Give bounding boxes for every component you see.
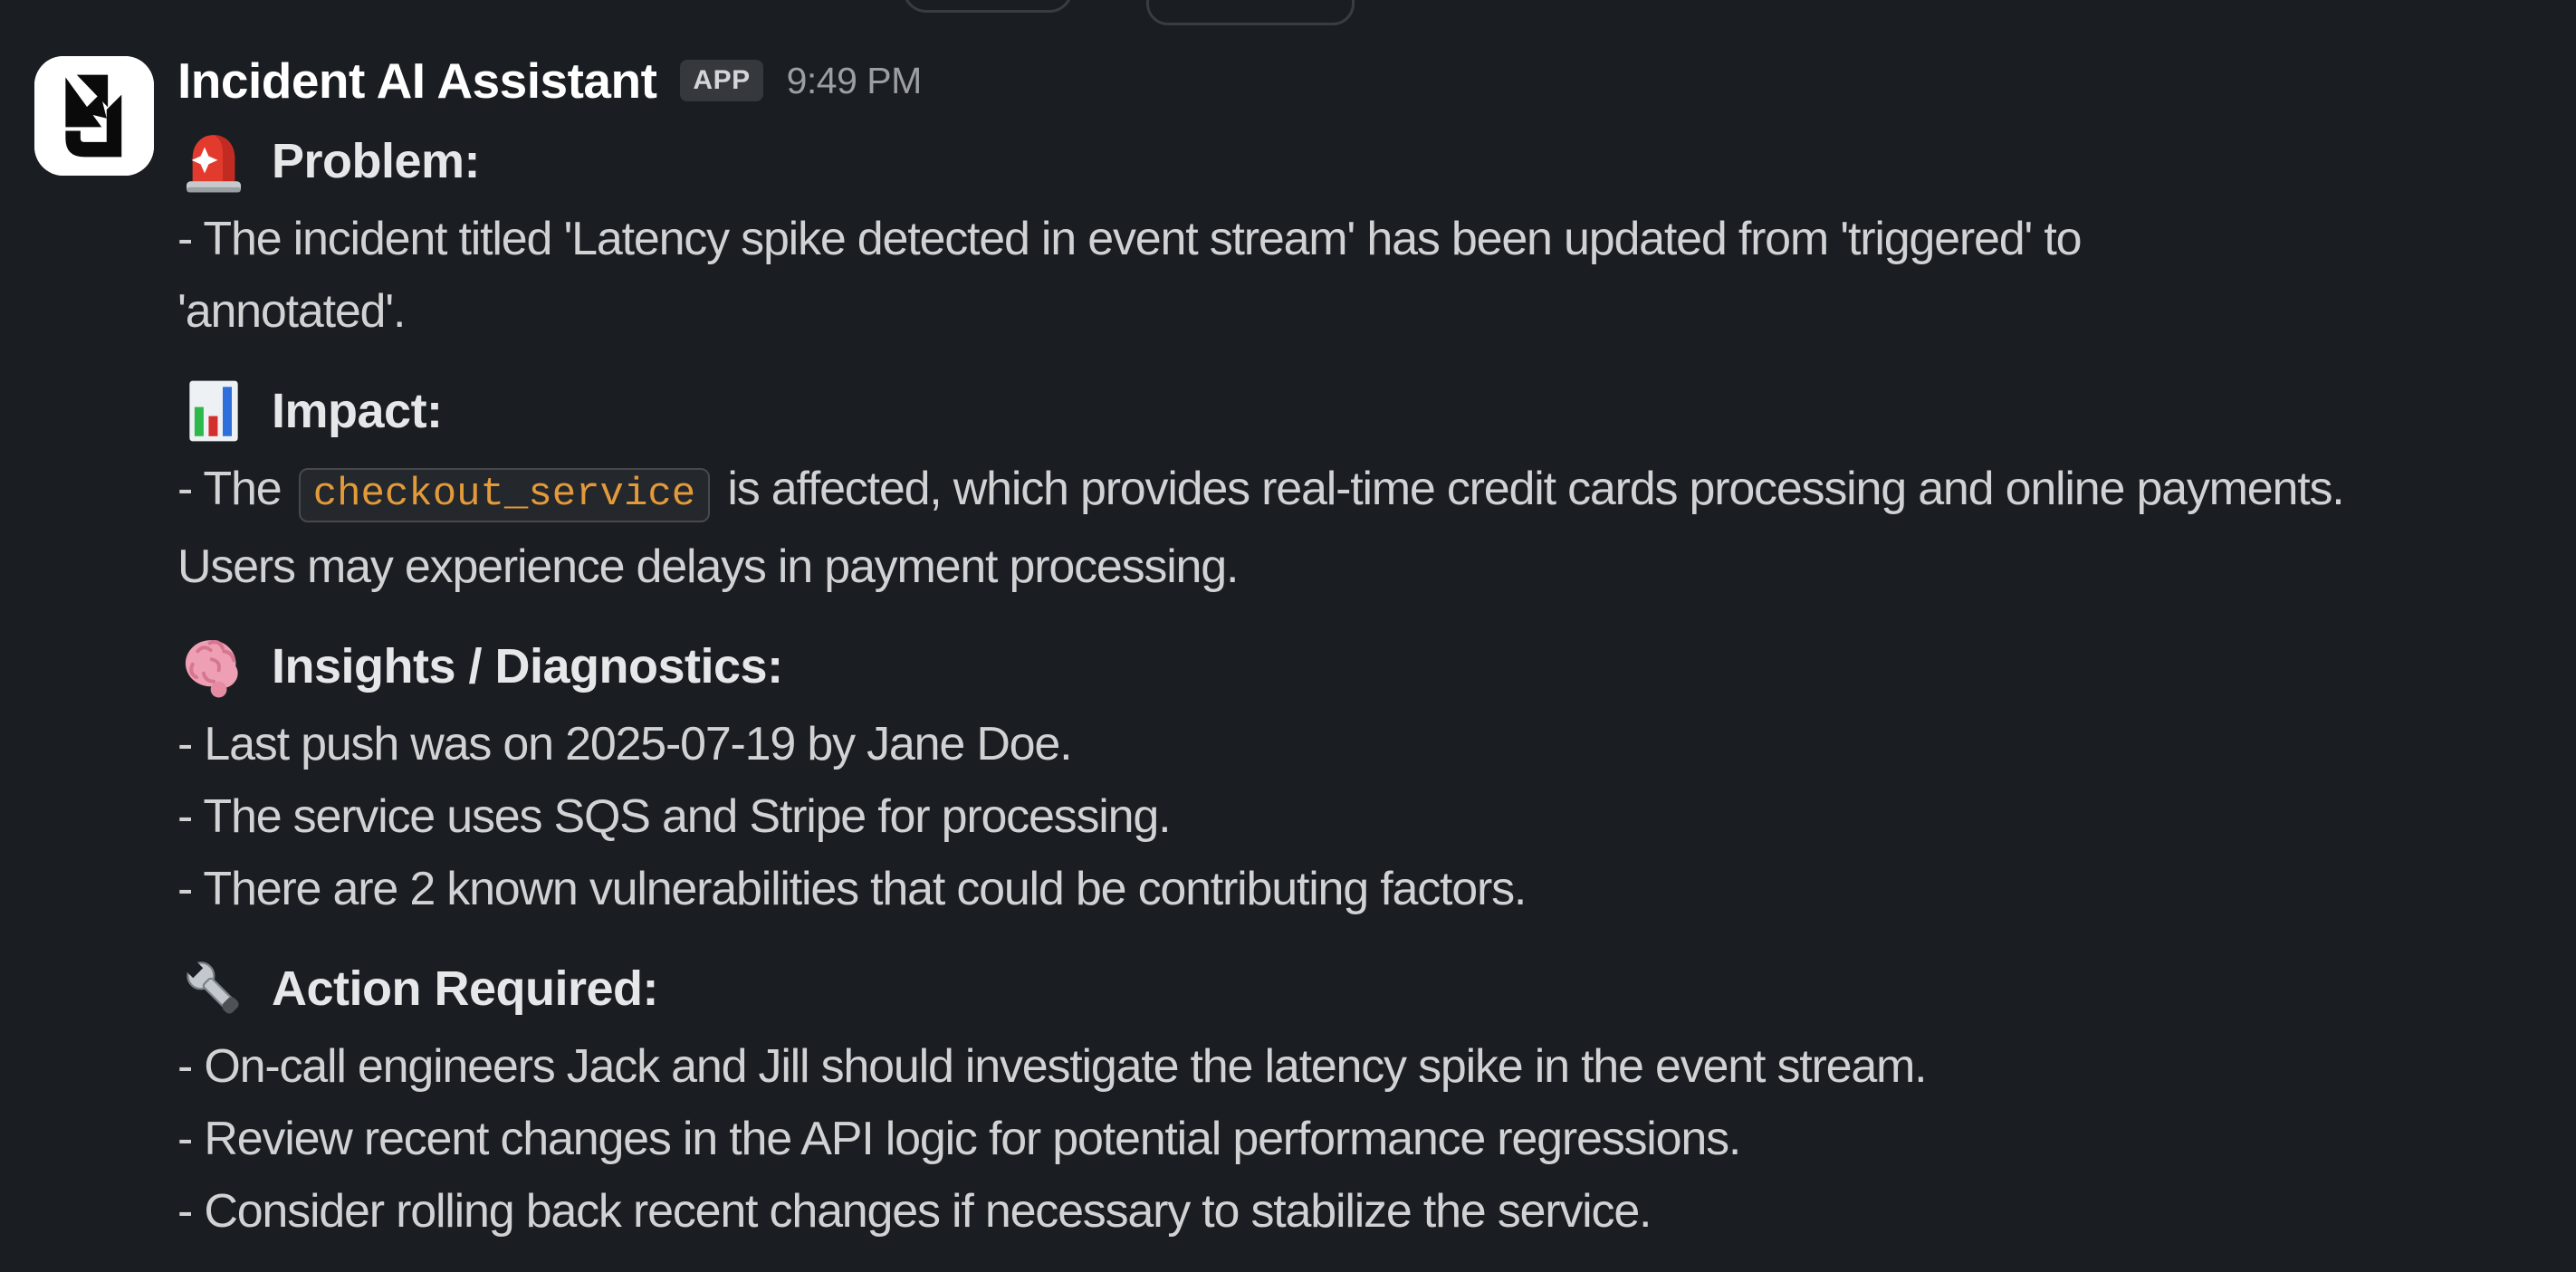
message-line: - Consider rolling back recent changes if necessary to stabilize the service. — [177, 1185, 1652, 1238]
message-line: - The service uses SQS and Stripe for processing. — [177, 790, 1171, 843]
section-heading — [177, 369, 2525, 453]
message-line: - Review recent changes in the API logic for potential performance regressions. — [177, 1113, 1741, 1165]
message-line: - Last push was on 2025-07-19 by Jane Doe. — [177, 718, 1072, 770]
section-heading — [177, 120, 2525, 203]
message-line: - There are 2 known vulnerabilities that could be contributing factors. — [177, 863, 1527, 915]
message-line: - On-call engineers Jack and Jill should investigate the latency spike in the event stream. — [177, 1040, 1927, 1093]
message-line: 'annotated'. — [177, 285, 406, 338]
section-heading-text: Problem: — [272, 134, 481, 188]
wrench-emoji-icon — [177, 952, 250, 1025]
section-heading — [177, 947, 2525, 1030]
message-line: - The incident titled 'Latency spike detected in event stream' has been updated from 'triggered' to — [177, 213, 2082, 265]
bar-chart-emoji-icon — [177, 375, 250, 447]
message-line: - The checkout_service is affected, which provides real-time credit cards processing and online payments. — [177, 453, 2525, 531]
message-body — [177, 120, 2525, 1248]
section-heading-text: Action Required: — [272, 961, 659, 1016]
section-heading — [177, 625, 2525, 708]
section-heading-text: Insights / Diagnostics: — [272, 639, 783, 693]
arrow-box-logo-icon — [34, 56, 154, 176]
brain-emoji-icon — [177, 630, 250, 703]
sender-name[interactable]: Incident AI Assistant — [177, 53, 657, 109]
app-badge: APP — [680, 60, 762, 101]
message-header — [177, 51, 2525, 110]
inline-code: checkout_service — [299, 468, 710, 522]
rotating-light-emoji-icon — [177, 125, 250, 197]
timestamp[interactable]: 9:49 PM — [786, 59, 922, 101]
message-line: Users may experience delays in payment processing. — [177, 540, 1239, 593]
bot-avatar[interactable] — [34, 56, 154, 176]
section-heading-text: Impact: — [272, 384, 443, 438]
